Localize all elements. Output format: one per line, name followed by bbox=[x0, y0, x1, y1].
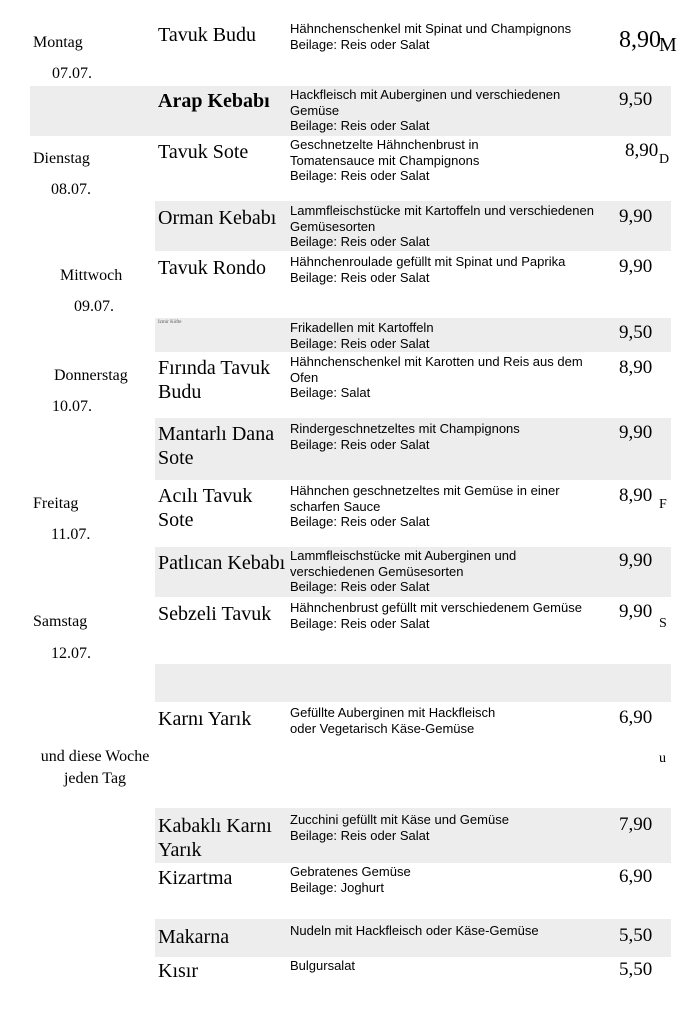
dish-name: Patlıcan Kebabı bbox=[158, 552, 286, 574]
dish-name: Fırında Tavuk Budu bbox=[158, 357, 271, 403]
dish-price: 9,90 bbox=[619, 422, 653, 443]
description-line: verschiedenen Gemüsesorten bbox=[290, 563, 464, 579]
dish-description bbox=[290, 483, 620, 530]
dish-description bbox=[290, 87, 620, 134]
dish-name: Tavuk Rondo bbox=[158, 257, 267, 279]
day-date: 10.07. bbox=[52, 398, 92, 415]
description-line: Beilage: Joghurt bbox=[290, 879, 384, 895]
description-line: Beilage: Reis oder Salat bbox=[290, 514, 430, 529]
day-label: Montag bbox=[33, 34, 83, 51]
dish-price: 7,90 bbox=[619, 814, 653, 835]
everyday-line: und diese Woche bbox=[40, 748, 150, 765]
description-line: Nudeln mit Hackfleisch oder Käse-Gemüse bbox=[290, 923, 539, 938]
dish-description bbox=[290, 864, 620, 895]
description-line: Hähnchenschenkel mit Spinat und Champignons bbox=[290, 21, 572, 36]
description-line: Beilage: Reis oder Salat bbox=[290, 36, 430, 52]
day-date: 11.07. bbox=[51, 526, 91, 543]
dish-price: 8,90 bbox=[619, 27, 661, 53]
description-line: Rindergeschnetzeltes mit Champignons bbox=[290, 421, 520, 436]
day-label: Samstag bbox=[33, 613, 88, 630]
description-line: Hackfleisch mit Auberginen und verschiedenen bbox=[290, 87, 561, 102]
dish-price: 6,90 bbox=[619, 707, 653, 728]
description-line: Hähnchenschenkel mit Karotten und Reis aus dem bbox=[290, 354, 583, 369]
everyday-line: jeden Tag bbox=[63, 770, 127, 787]
cutoff-glyph: F bbox=[659, 497, 667, 512]
dish-name: Kabaklı Karnı Yarık bbox=[158, 815, 272, 861]
day-date: 12.07. bbox=[51, 645, 91, 662]
description-line: Frikadellen mit Kartoffeln bbox=[290, 320, 434, 335]
everyday-label bbox=[30, 746, 160, 790]
description-line: Beilage: Reis oder Salat bbox=[290, 579, 430, 594]
dish-price: 5,50 bbox=[619, 959, 653, 980]
description-line: Lammfleischstücke mit Kartoffeln und verschiedenen bbox=[290, 203, 594, 218]
description-line: Zucchini gefüllt mit Käse und Gemüse bbox=[290, 812, 509, 827]
dish-name: Orman Kebabı bbox=[158, 207, 277, 229]
dish-name: Makarna bbox=[158, 926, 230, 948]
dish-name: Tavuk Sote bbox=[158, 141, 249, 163]
description-line: Ofen bbox=[290, 369, 319, 385]
dish-price: 9,90 bbox=[619, 206, 653, 227]
dish-price: 9,50 bbox=[619, 322, 653, 343]
day-label: Mittwoch bbox=[60, 267, 123, 284]
description-line: Lammfleischstücke mit Auberginen und bbox=[290, 548, 517, 563]
description-line: Gemüsesorten bbox=[290, 218, 376, 234]
dish-description bbox=[290, 21, 620, 52]
dish-price: 9,90 bbox=[619, 256, 653, 277]
cutoff-glyph: D bbox=[659, 152, 670, 167]
day-date: 08.07. bbox=[51, 181, 91, 198]
dish-description bbox=[290, 320, 620, 351]
dish-description bbox=[290, 812, 620, 843]
description-line: Hähnchen geschnetzeltes mit Gemüse in einer bbox=[290, 483, 560, 498]
day-date: 07.07. bbox=[52, 65, 92, 82]
description-line: Beilage: Reis oder Salat bbox=[290, 615, 430, 631]
dish-description bbox=[290, 137, 620, 184]
cutoff-glyph: M bbox=[659, 34, 677, 56]
dish-price: 9,50 bbox=[619, 89, 653, 110]
day-label: Freitag bbox=[33, 495, 79, 512]
dish-name: Kısır bbox=[158, 960, 198, 982]
dish-price: 5,50 bbox=[619, 925, 653, 946]
dish-name: Mantarlı Dana Sote bbox=[158, 423, 275, 469]
description-line: Gefüllte Auberginen mit Hackfleisch bbox=[290, 705, 496, 720]
dish-description bbox=[290, 600, 620, 631]
description-line: Beilage: Reis oder Salat bbox=[290, 269, 430, 285]
description-line: Beilage: Salat bbox=[290, 385, 371, 400]
dish-name: Kizartma bbox=[158, 867, 233, 889]
description-line: Hähnchenroulade gefüllt mit Spinat und Paprika bbox=[290, 254, 566, 269]
description-line: Geschnetzelte Hähnchenbrust in bbox=[290, 137, 479, 152]
description-line: Beilage: Reis oder Salat bbox=[290, 827, 430, 843]
dish-price: 8,90 bbox=[619, 357, 653, 378]
dish-description bbox=[290, 354, 620, 401]
dish-description bbox=[290, 254, 620, 285]
dish-price: 6,90 bbox=[619, 866, 653, 887]
description-line: Tomatensauce mit Champignons bbox=[290, 152, 480, 168]
dish-price: 8,90 bbox=[625, 140, 659, 161]
description-line: Hähnchenbrust gefüllt mit verschiedenem Gemüse bbox=[290, 600, 582, 615]
description-line: Bulgursalat bbox=[290, 958, 356, 973]
dish-description bbox=[290, 923, 620, 939]
description-line: Beilage: Reis oder Salat bbox=[290, 168, 430, 183]
dish-name: Karnı Yarık bbox=[158, 708, 252, 730]
dish-price: 9,90 bbox=[619, 550, 653, 571]
description-line: scharfen Sauce bbox=[290, 498, 381, 514]
day-label: Donnerstag bbox=[54, 367, 128, 384]
description-line: oder Vegetarisch Käse-Gemüse bbox=[290, 720, 475, 736]
description-line: Gemüse bbox=[290, 102, 340, 118]
dish-description bbox=[290, 548, 620, 595]
dish-name: Sebzeli Tavuk bbox=[158, 603, 272, 625]
dish-description bbox=[290, 705, 620, 736]
day-date: 09.07. bbox=[74, 298, 114, 315]
dish-name: Tavuk Budu bbox=[158, 24, 257, 46]
description-line: Beilage: Reis oder Salat bbox=[290, 436, 430, 452]
cutoff-glyph: S bbox=[659, 616, 667, 631]
dish-price: 8,90 bbox=[619, 485, 653, 506]
description-line: Beilage: Reis oder Salat bbox=[290, 335, 430, 351]
day-label: Dienstag bbox=[33, 150, 90, 167]
dish-description bbox=[290, 958, 620, 974]
description-line: Gebratenes Gemüse bbox=[290, 864, 411, 879]
dish-description bbox=[290, 421, 620, 452]
description-line: Beilage: Reis oder Salat bbox=[290, 234, 430, 249]
dish-name: Acılı Tavuk Sote bbox=[158, 485, 253, 531]
row-band bbox=[155, 664, 671, 702]
dish-name: Izmir Köfte bbox=[158, 320, 182, 325]
dish-name: Arap Kebabı bbox=[158, 90, 270, 112]
description-line: Beilage: Reis oder Salat bbox=[290, 118, 430, 133]
dish-price: 9,90 bbox=[619, 601, 653, 622]
cutoff-glyph: u bbox=[659, 751, 666, 766]
dish-description bbox=[290, 203, 620, 250]
